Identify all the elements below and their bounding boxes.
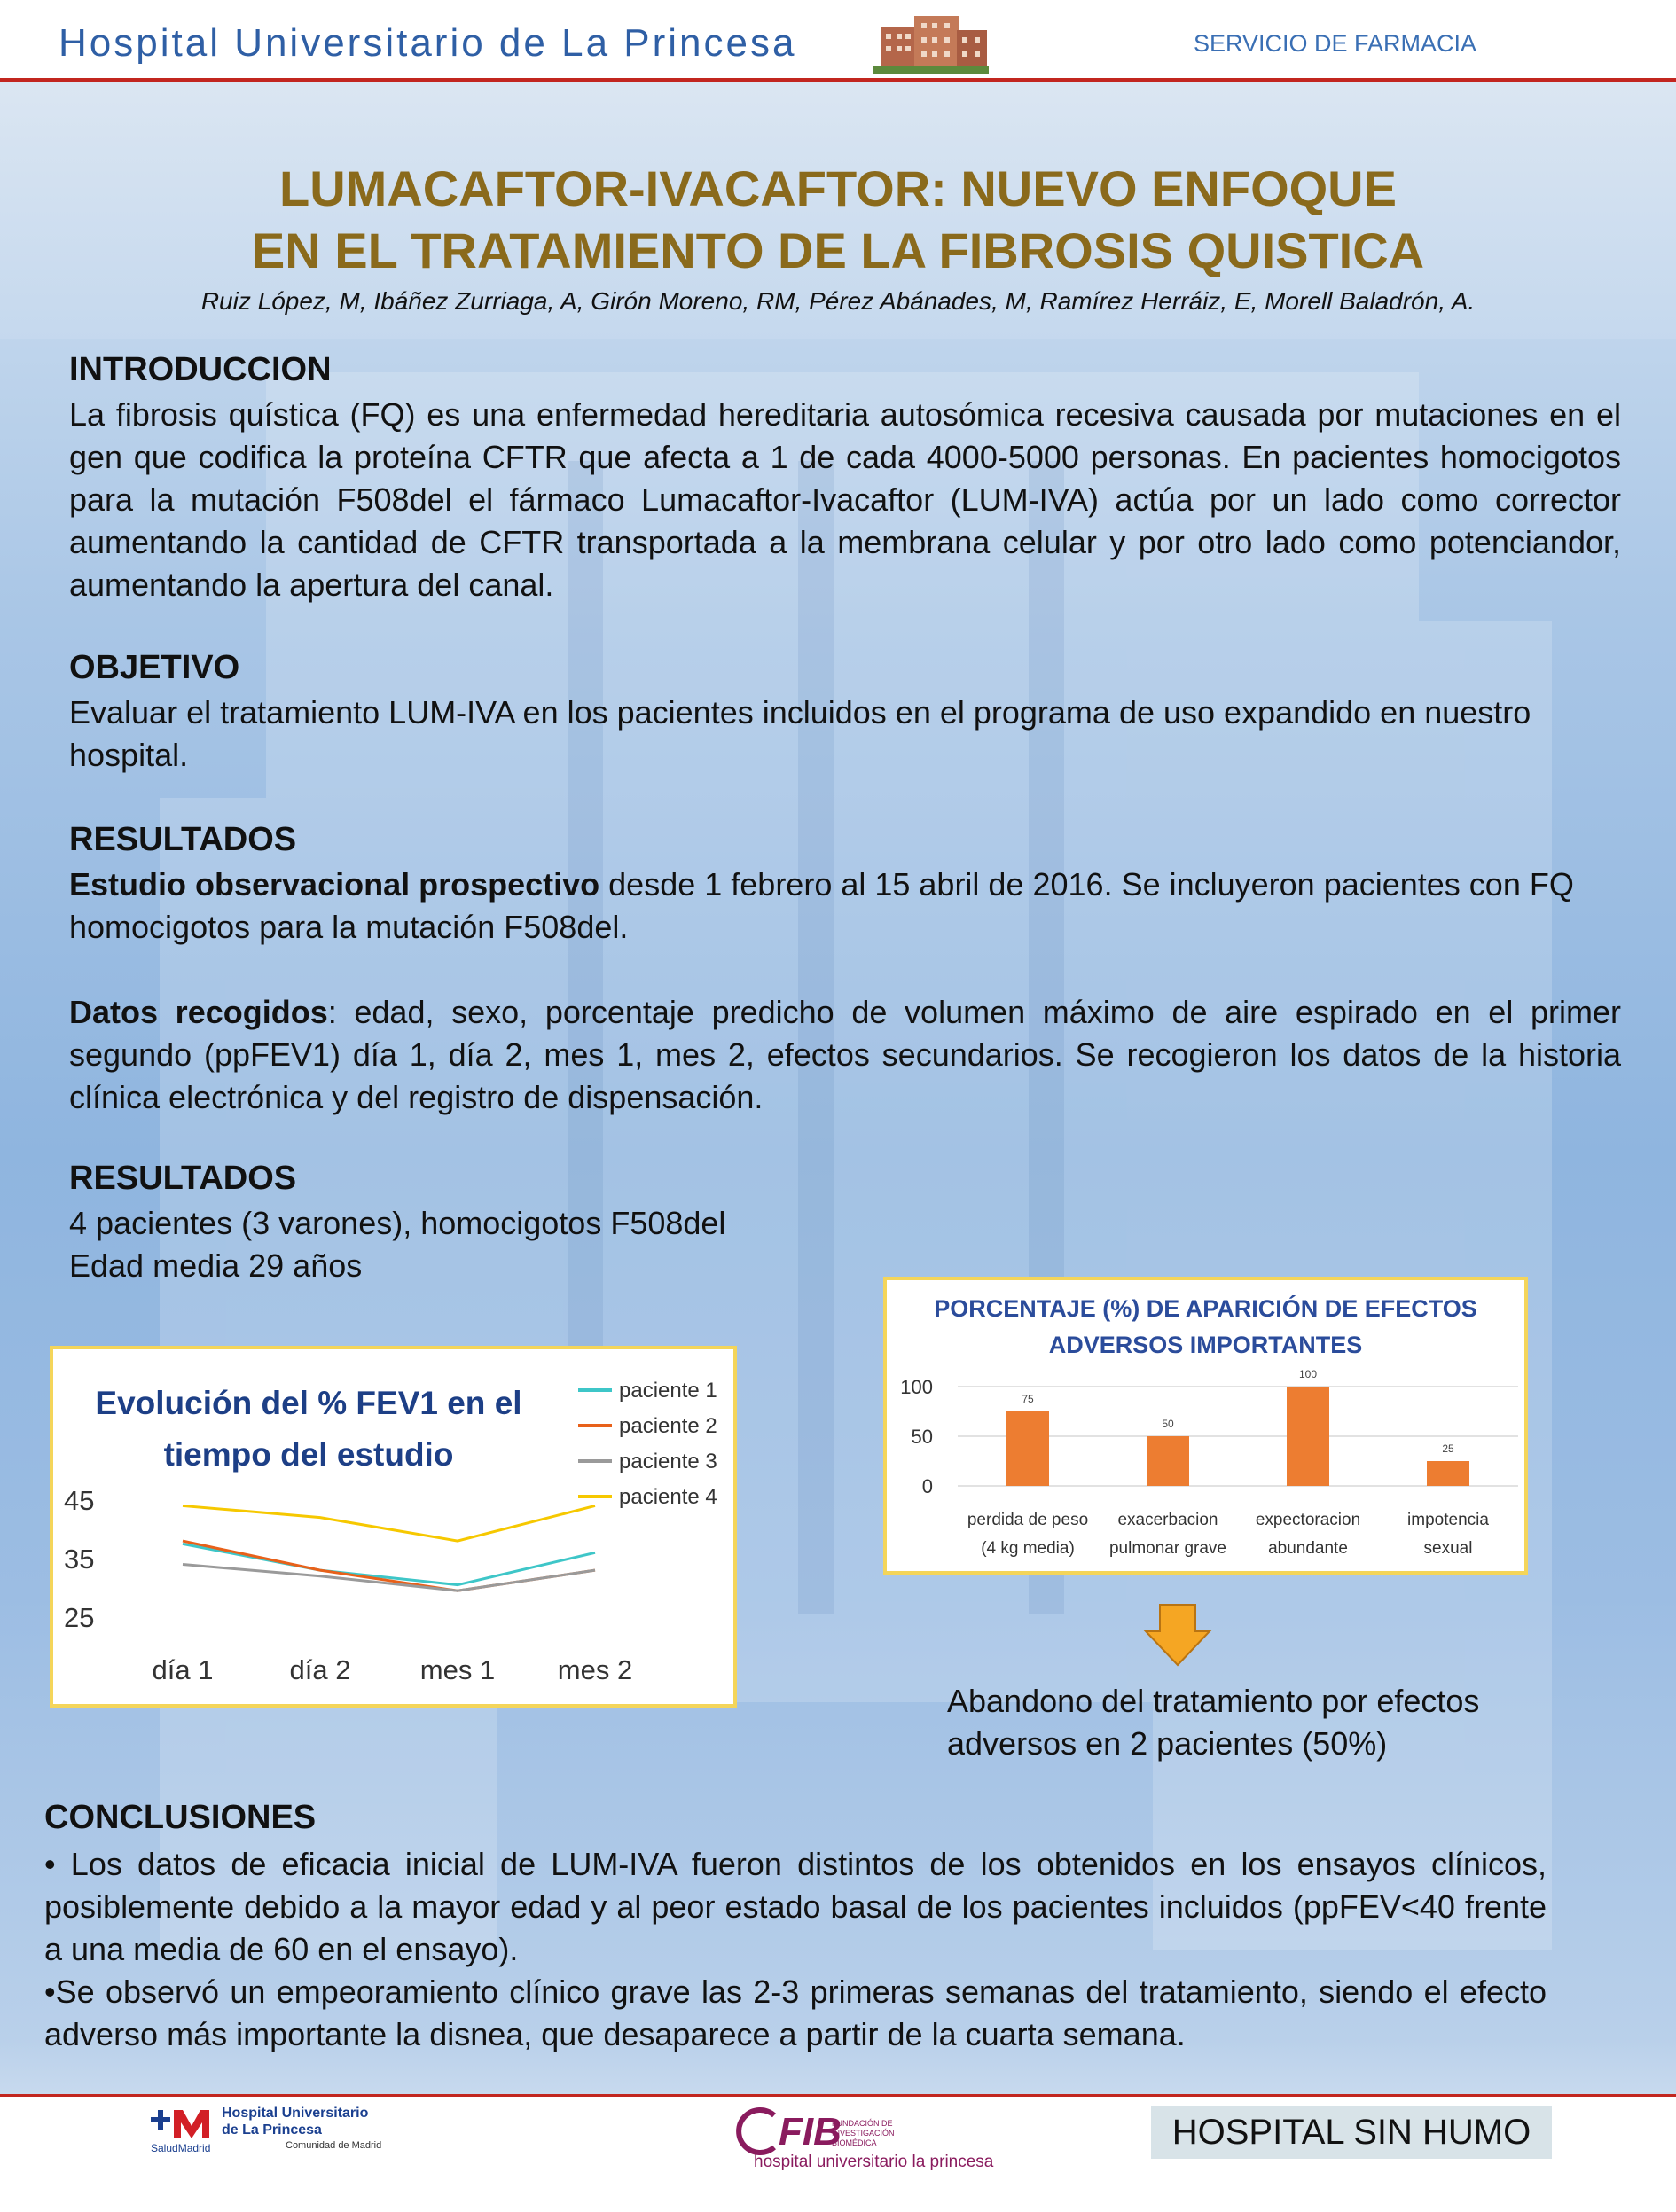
fev1-ytick-label: 35 [64,1543,95,1575]
adverse-chart-plot [887,1280,1524,1571]
fev1-xtick-label: día 2 [289,1654,351,1685]
fev1-xtick-label: día 1 [152,1654,214,1685]
conclusiones-heading: CONCLUSIONES [44,1799,317,1836]
salud-madrid-logo-icon [151,2108,218,2142]
age-line: Edad media 29 años [69,1247,363,1284]
fev1-chart-title: Evolución del % FEV1 en el tiempo del estudio [95,1385,522,1473]
fev1-xtick-label: mes 1 [419,1654,496,1685]
adverse-bar [1427,1461,1469,1486]
adverse-bar-value-label: 75 [1022,1393,1034,1405]
header [0,0,1676,78]
fev1-line-chart [50,1346,737,1708]
fev1-chart-plot [53,1349,733,1704]
resultados-heading-1: RESULTADOS [69,821,297,858]
adverse-ytick-label: 50 [911,1426,933,1448]
fev1-ytick-label: 45 [64,1484,95,1516]
fib-hospital-label: hospital universitario la princesa [754,2153,994,2171]
adverse-bar [1006,1411,1049,1486]
sin-humo-badge: HOSPITAL SIN HUMO [1151,2106,1552,2159]
poster-title-line-2: EN EL TRATAMIENTO DE LA FIBROSIS QUISTICA [251,223,1425,278]
fib-subtitle: FUNDACIÓN DE INVESTIGACIÓN BIOMÉDICA [832,2119,895,2147]
fev1-legend-label-3: paciente 3 [619,1450,717,1473]
fib-logo-icon [730,2106,779,2156]
adverse-category-label: impotencia [1407,1511,1489,1529]
comunidad-madrid-label: Comunidad de Madrid [286,2140,382,2151]
fev1-legend-label-4: paciente 4 [619,1485,717,1509]
adverse-bar-value-label: 100 [1298,1368,1318,1380]
patients-line: 4 pacientes (3 varones), homocigotos F508del [69,1205,726,1241]
adverse-chart-title: PORCENTAJE (%) DE APARICIÓN DE EFECTOS ADVERSOS IMPORTANTES [934,1295,1477,1358]
data-collected-label: Datos recogidos [69,994,328,1030]
objetivo-paragraph: Evaluar el tratamiento LUM-IVA en los pacientes incluidos en el programa de uso expandido en nuestro hospital. [69,694,1531,773]
adverse-ytick-label: 100 [900,1376,933,1398]
objetivo-heading: OBJETIVO [69,649,240,686]
fev1-ytick-label: 25 [64,1602,95,1633]
adverse-category-label: exacerbacion [1117,1511,1218,1529]
hospital-building-icon [873,11,989,74]
salud-madrid-label: SaludMadrid [151,2142,211,2154]
conclusion-1: • Los datos de eficacia inicial de LUM-IVA fueron distintos de los obtenidos en los ensayos clínicos, posiblemente debido a la mayor edad y al peor estado basal de los pacientes incluidos (ppFEV<40 frente a una media de 60 en el ensayo). [44,1846,1547,1967]
down-arrow-icon [1142,1603,1213,1667]
adverse-category-label: sexual [1423,1539,1473,1558]
service-label: SERVICIO DE FARMACIA [1194,30,1477,57]
resultados-data-text [69,991,1621,1119]
adverse-category-label: perdida de peso [967,1511,1089,1529]
objetivo-text [69,692,1577,777]
adverse-effects-bar-chart [883,1277,1528,1575]
study-period-text: desde 1 febrero al 15 abril de 2016. Se incluyeron pacientes con FQ homocigotos para la mutación F508del. [69,866,1574,945]
adverse-bar [1287,1387,1329,1486]
adverse-bar-value-label: 50 [1162,1418,1174,1430]
fev1-xtick-label: mes 2 [557,1654,633,1685]
fev1-legend-label-1: paciente 1 [619,1379,717,1403]
footer-hospital-line-2: de La Princesa [222,2122,322,2138]
adverse-bar-value-label: 25 [1442,1442,1454,1455]
adverse-category-label: (4 kg media) [981,1539,1075,1558]
conclusion-2: •Se observó un empeoramiento clínico grave las 2-3 primeras semanas del tratamiento, siendo el efecto adverso más importante la disnea, que desaparece a partir de la cuarta semana. [44,1974,1547,2052]
intro-heading: INTRODUCCION [69,351,332,388]
footer-hospital-line-1: Hospital Universitario [222,2106,369,2121]
adverse-bar [1147,1436,1189,1486]
adverse-ytick-label: 0 [921,1475,933,1497]
resultados-study-text [69,864,1621,949]
resultados-patients [69,1202,1621,1287]
fev1-series-line-4 [183,1505,595,1541]
adverse-category-label: expectoracion [1255,1511,1361,1529]
authors: Ruiz López, M, Ibáñez Zurriaga, A, Girón Moreno, RM, Pérez Abánades, M, Ramírez Herráiz, E, Morell Baladrón, A. [200,287,1476,315]
study-type-label: Estudio observacional prospectivo [69,866,600,903]
abandono-text: Abandono del tratamiento por efectos adversos en 2 pacientes (50%) [947,1683,1480,1762]
conclusiones-text [44,1843,1547,2056]
data-collected-text: : edad, sexo, porcentaje predicho de volumen máximo de aire espirado en el primer segundo (ppFEV1) día 1, día 2, mes 1, mes 2, efectos secundarios. Se recogieron los datos de la historia clínica electrónica y del registro de dispensación. [69,994,1621,1115]
fib-logo-text: FIB [779,2110,842,2153]
poster-title-line-1: LUMACAFTOR-IVACAFTOR: NUEVO ENFOQUE [279,160,1397,216]
footer-hospital-logo-text [222,2105,368,2138]
intro-text [69,394,1621,606]
adverse-category-label: abundante [1268,1539,1348,1558]
footer-divider [0,2094,1676,2097]
hospital-title: Hospital Universitario de La Princesa [59,21,797,65]
resultados-heading-2: RESULTADOS [69,1160,297,1197]
adverse-category-label: pulmonar grave [1108,1539,1227,1558]
intro-paragraph: La fibrosis quística (FQ) es una enfermedad hereditaria autosómica recesiva causada por mutaciones en el gen que codifica la proteína CFTR que afecta a 1 de cada 4000-5000 personas. En pacientes homocigotos para la mutación F508del el fármaco Lumacaftor-Ivacaftor (LUM-IVA) actúa por un lado como corrector aumentando la cantidad de CFTR transportada a la membrana celular y por otro lado como potenciandor, aumentando la apertura del canal. [69,396,1621,603]
fev1-legend-label-2: paciente 2 [619,1414,717,1438]
